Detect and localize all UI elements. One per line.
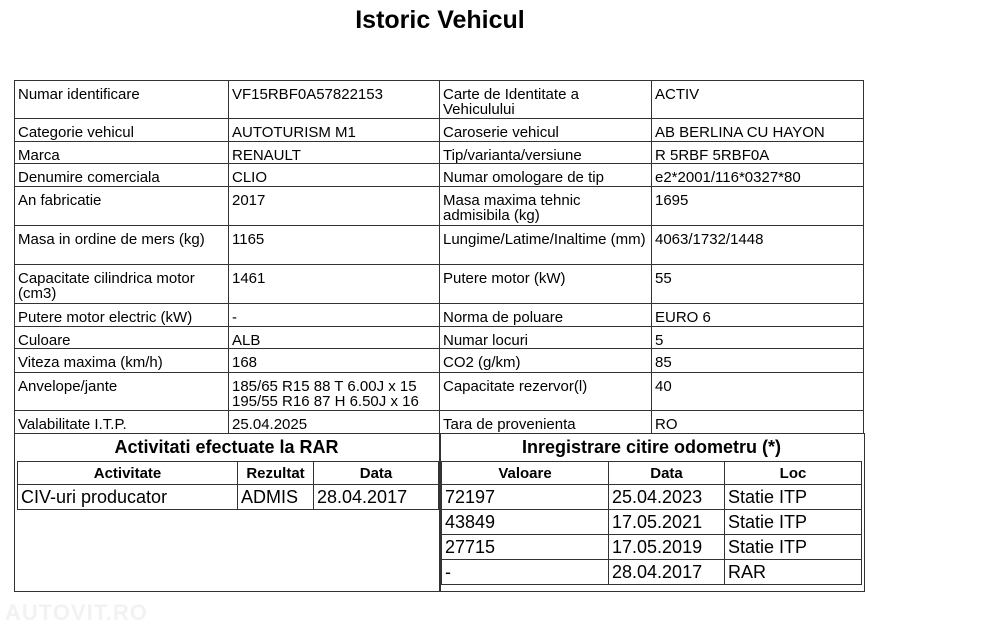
field-label: Anvelope/jante (15, 373, 229, 411)
table-row (442, 485, 862, 510)
watermark-logo: AUTOVIT.RO (5, 600, 148, 625)
field-value: 2017 (229, 187, 440, 226)
table-row (15, 226, 864, 265)
table-cell: 25.04.2023 (609, 485, 725, 510)
table-cell: RAR (725, 560, 862, 585)
table-cell: 17.05.2021 (609, 510, 725, 535)
odometer-heading: Inregistrare citire odometru (*) (521, 437, 782, 457)
field-value: RO (652, 411, 864, 434)
table-row (15, 265, 864, 304)
table-row (15, 119, 864, 142)
field-value: EURO 6 (652, 304, 864, 327)
table-cell: Statie ITP (725, 485, 862, 510)
table-cell: ADMIS (238, 485, 314, 510)
table-cell: 28.04.2017 (609, 560, 725, 585)
table-row (15, 164, 864, 187)
field-value: 40 (652, 373, 864, 411)
field-value: 5 (652, 327, 864, 349)
field-label: Tip/varianta/versiune (440, 142, 652, 164)
field-label: Marca (15, 142, 229, 164)
field-value: ACTIV (652, 81, 864, 119)
table-cell: Statie ITP (725, 535, 862, 560)
field-value: 168 (229, 349, 440, 373)
table-row (18, 485, 439, 510)
table-cell: 27715 (442, 535, 609, 560)
column-header: Loc (725, 462, 862, 485)
field-label: Viteza maxima (km/h) (15, 349, 229, 373)
field-value: R 5RBF 5RBF0A (652, 142, 864, 164)
field-label: Capacitate cilindrica motor (cm3) (15, 265, 229, 304)
table-cell: 28.04.2017 (314, 485, 439, 510)
field-label: Lungime/Latime/Inaltime (mm) (440, 226, 652, 265)
field-value: 25.04.2025 (229, 411, 440, 434)
table-row (442, 510, 862, 535)
column-header: Activitate (18, 462, 238, 485)
field-label: Masa maxima tehnic admisibila (kg) (440, 187, 652, 226)
field-value: AB BERLINA CU HAYON (652, 119, 864, 142)
field-value: ALB (229, 327, 440, 349)
table-row (15, 81, 864, 119)
field-label: Capacitate rezervor(l) (440, 373, 652, 411)
table-row (15, 349, 864, 373)
table-row (15, 327, 864, 349)
field-value: - (229, 304, 440, 327)
field-label: Putere motor electric (kW) (15, 304, 229, 327)
field-label: Numar omologare de tip (440, 164, 652, 187)
column-header: Data (314, 462, 439, 485)
table-cell: 17.05.2019 (609, 535, 725, 560)
field-label: Putere motor (kW) (440, 265, 652, 304)
table-row (15, 304, 864, 327)
field-value: 185/65 R15 88 T 6.00J x 15 195/55 R16 87 H 6.50J x 16 (229, 373, 440, 411)
field-value: 1165 (229, 226, 440, 265)
table-row (15, 187, 864, 226)
field-value: 1461 (229, 265, 440, 304)
field-label: CO2 (g/km) (440, 349, 652, 373)
field-label: An fabricatie (15, 187, 229, 226)
field-value: 55 (652, 265, 864, 304)
field-label: Masa in ordine de mers (kg) (15, 226, 229, 265)
column-header: Valoare (442, 462, 609, 485)
field-label: Carte de Identitate a Vehiculului (440, 81, 652, 119)
table-cell: 72197 (442, 485, 609, 510)
column-header: Data (609, 462, 725, 485)
field-label: Valabilitate I.T.P. (15, 411, 229, 434)
field-value: VF15RBF0A57822153 (229, 81, 440, 119)
field-label: Denumire comerciala (15, 164, 229, 187)
field-label: Culoare (15, 327, 229, 349)
field-label: Tara de provenienta (440, 411, 652, 434)
field-value: AUTOTURISM M1 (229, 119, 440, 142)
field-value: 85 (652, 349, 864, 373)
table-row (15, 142, 864, 164)
field-label: Categorie vehicul (15, 119, 229, 142)
field-label: Norma de poluare (440, 304, 652, 327)
field-label: Numar identificare (15, 81, 229, 119)
field-value: e2*2001/116*0327*80 (652, 164, 864, 187)
table-cell: 43849 (442, 510, 609, 535)
table-cell: - (442, 560, 609, 585)
field-value: 4063/1732/1448 (652, 226, 864, 265)
page-title: Istoric Vehicul (355, 6, 525, 34)
column-header: Rezultat (238, 462, 314, 485)
activities-table (17, 461, 439, 510)
field-value: RENAULT (229, 142, 440, 164)
table-row (15, 411, 864, 434)
field-label: Caroserie vehicul (440, 119, 652, 142)
table-row (442, 560, 862, 585)
vehicle-info-table (14, 80, 864, 434)
table-row (15, 373, 864, 411)
table-row (442, 535, 862, 560)
field-label: Numar locuri (440, 327, 652, 349)
field-value: CLIO (229, 164, 440, 187)
activities-heading: Activitati efectuate la RAR (114, 437, 339, 457)
table-cell: Statie ITP (725, 510, 862, 535)
odometer-table (441, 461, 862, 585)
table-cell: CIV-uri producator (18, 485, 238, 510)
field-value: 1695 (652, 187, 864, 226)
